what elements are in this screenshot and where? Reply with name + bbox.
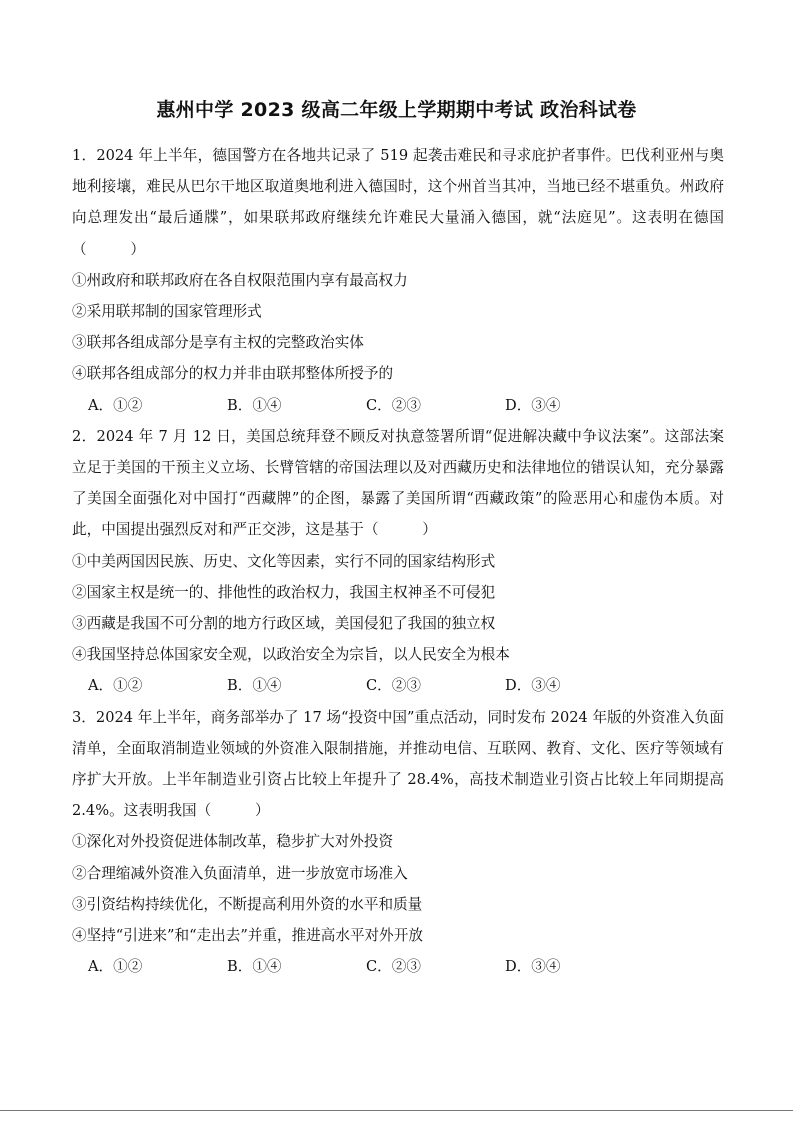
choice-c[interactable]: C．②③ (366, 958, 421, 976)
question-list (72, 140, 724, 982)
statement-4: ④坚持“引进来”和“走出去”并重，推进高水平对外开放 (72, 927, 423, 945)
statement-2: ②合理缩减外资准入负面清单，进一步放宽市场准入 (72, 864, 408, 882)
choice-d[interactable]: D．③④ (505, 958, 561, 976)
choice-b[interactable]: B．①④ (227, 396, 282, 414)
statement-1: ①州政府和联邦政府在各自权限范围内享有最高权力 (72, 271, 408, 289)
answer-choices (72, 951, 724, 982)
statement-1: ①中美两国因民族、历史、文化等因素，实行不同的国家结构形式 (72, 552, 496, 570)
choice-c[interactable]: C．②③ (366, 677, 421, 695)
statement-3: ③联邦各组成部分是享有主权的完整政治实体 (72, 334, 364, 352)
choice-d[interactable]: D．③④ (505, 396, 561, 414)
answer-choices (72, 670, 724, 701)
question-1 (72, 140, 724, 421)
question-3 (72, 702, 724, 983)
answer-choices (72, 390, 724, 421)
statement-2: ②采用联邦制的国家管理形式 (72, 303, 262, 321)
statement-2: ②国家主权是统一的、排他性的政治权力，我国主权神圣不可侵犯 (72, 583, 496, 601)
question-stem: 2．2024 年 7 月 12 日，美国总统拜登不顾反对执意签署所谓“促进解决藏中争议法案”。这部法案立足于美国的干预主义立场、长臂管辖的帝国法理以及对西藏历史和法律地位的错误认知，充分暴露了美国全面强化对中国打“西藏牌”的企图，暴露了美国所谓“西藏政策”的险恶用心和虚伪本质。对此，中国提出强烈反对和严正交涉，这是基于（ ） (72, 427, 724, 539)
page-title: 惠州中学 2023 级高二年级上学期期中考试 政治科试卷 (156, 99, 637, 121)
statement-1: ①深化对外投资促进体制改革，稳步扩大对外投资 (72, 833, 394, 851)
page-bottom-divider (0, 1110, 793, 1111)
question-2 (72, 421, 724, 702)
question-stem: 1．2024 年上半年，德国警方在各地共记录了 519 起袭击难民和寻求庇护者事件。巴伐利亚州与奥地利接壤，难民从巴尔干地区取道奥地利进入德国时，这个州首当其冲，当地已经不堪重负。州政府向总理发出“最后通牒”，如果联邦政府继续允许难民大量涌入德国，就“法庭见”。这表明在德国（ ） (72, 147, 724, 258)
statement-4: ④我国坚持总体国家安全观，以政治安全为宗旨，以人民安全为根本 (72, 646, 510, 664)
choice-a[interactable]: A．①② (88, 396, 143, 414)
choice-a[interactable]: A．①② (88, 958, 143, 976)
choice-a[interactable]: A．①② (88, 677, 143, 695)
statement-3: ③西藏是我国不可分割的地方行政区域，美国侵犯了我国的独立权 (72, 615, 496, 633)
choice-d[interactable]: D．③④ (505, 677, 561, 695)
question-stem: 3．2024 年上半年，商务部举办了 17 场“投资中国”重点活动，同时发布 2024 年版的外资准入负面清单，全面取消制造业领域的外资准入限制措施，并推动电信、互联网、教育、文化、医疗等领域有序扩大开放。上半年制造业引资占比较上年提升了 28.4%，高技术制造业引资占比较上年同期提高 2.4%。这表明我国（ ） (72, 708, 724, 820)
choice-b[interactable]: B．①④ (227, 677, 282, 695)
choice-b[interactable]: B．①④ (227, 958, 282, 976)
statement-3: ③引资结构持续优化，不断提高利用外资的水平和质量 (72, 895, 423, 913)
choice-c[interactable]: C．②③ (366, 396, 421, 414)
statement-4: ④联邦各组成部分的权力并非由联邦整体所授予的 (72, 365, 394, 383)
